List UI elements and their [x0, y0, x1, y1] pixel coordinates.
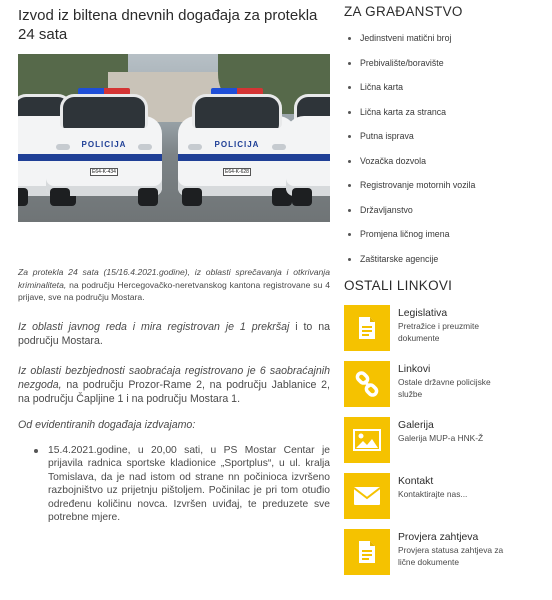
- card-legislativa[interactable]: [344, 305, 544, 352]
- document-icon: [344, 305, 390, 351]
- police-car: [286, 88, 330, 206]
- citizens-link-list: [344, 31, 544, 276]
- intro-text: na području Hercegovačko-neretvanskog kantona registrovane su 4 prijave, sve na području Mostara.: [18, 279, 330, 302]
- card-description: Kontaktirajte nas...: [398, 489, 468, 499]
- sidebar-link[interactable]: Registrovanje motornih vozila: [348, 178, 544, 203]
- paragraph-emphasis: Od evidentiranih događaja izdvajamo:: [18, 418, 196, 431]
- article-paragraph: [18, 320, 330, 348]
- sidebar: [344, 4, 544, 585]
- article-paragraph: [18, 418, 330, 432]
- police-car: [178, 88, 296, 206]
- document-check-icon: [344, 529, 390, 575]
- sidebar-link[interactable]: Vozačka dozvola: [348, 154, 544, 179]
- article-title: Izvod iz biltena dnevnih događaja za protekla 24 sata: [18, 7, 318, 43]
- event-item: 15.4.2021.godine, u 20,00 sati, u PS Mostar Centar je prijavila radnica sportske kladionice „Sportplus“, u ul. kralja Tomislava, da je nad istom od strane nn počinioca izvršeno razbojništvo uz prijetnju pištoljem. Počinilac je pri tom otuđio određenu količinu novca. Izvršen uviđaj, te preduzete sve potrebne mjere.: [32, 444, 330, 526]
- card-title: Galerija: [398, 420, 434, 431]
- car-label: POLICIJA: [214, 140, 260, 149]
- card-title: Legislativa: [398, 308, 448, 319]
- chain-link-icon: [344, 361, 390, 407]
- sidebar-link[interactable]: Lična karta za stranca: [348, 105, 544, 130]
- card-galerija[interactable]: [344, 417, 544, 464]
- sidebar-link[interactable]: Jedinstveni matični broj: [348, 31, 544, 56]
- sidebar-link[interactable]: Lična karta: [348, 80, 544, 105]
- other-links-cards: [344, 305, 544, 576]
- article: [18, 6, 330, 525]
- paragraph-emphasis: Iz oblasti bezbjednosti saobraćaja registrovano je 6 saobraćajnih nezgoda,: [18, 364, 330, 391]
- paragraph-text: na području Prozor-Rame 2, na području Jablanice 2, na području Čapljine 1 i na području Mostara 1.: [18, 378, 330, 405]
- card-description: Provjera statusa zahtjeva za lične dokumente: [398, 545, 504, 567]
- license-plate: E64-K-628: [223, 168, 251, 176]
- paragraph-emphasis: Iz oblasti javnog reda i mira registrovan je 1 prekršaj: [18, 320, 290, 333]
- image-icon: [344, 417, 390, 463]
- envelope-icon: [344, 473, 390, 519]
- card-linkovi[interactable]: [344, 361, 544, 408]
- police-car: [46, 88, 162, 206]
- sidebar-link[interactable]: Promjena ličnog imena: [348, 227, 544, 252]
- card-title: Kontakt: [398, 476, 434, 487]
- card-kontakt[interactable]: [344, 473, 544, 520]
- sidebar-link[interactable]: Zaštitarske agencije: [348, 252, 544, 277]
- sidebar-link[interactable]: Prebivalište/boravište: [348, 56, 544, 81]
- sidebar-heading-citizens: ZA GRAĐANSTVO: [344, 4, 463, 19]
- card-description: Ostale državne policijske službe: [398, 377, 491, 399]
- article-intro: [18, 266, 330, 304]
- article-image: [18, 54, 330, 222]
- intro-emphasis: Za protekla 24 sata (15/16.4.2021.godine), iz oblasti sprečavanja i otkrivanja kriminaliteta,: [18, 267, 330, 290]
- article-paragraph: [18, 364, 330, 406]
- card-description: Pretražice i preuzmite dokumente: [398, 321, 479, 343]
- sidebar-link[interactable]: Državljanstvo: [348, 203, 544, 228]
- paragraph-text: i to na području Mostara.: [18, 320, 330, 347]
- car-label: POLICIJA: [81, 140, 127, 149]
- event-list: [18, 444, 330, 526]
- license-plate: E64-K-434: [92, 169, 116, 175]
- sidebar-link[interactable]: Putna isprava: [348, 129, 544, 154]
- sidebar-heading-other-links: OSTALI LINKOVI: [344, 278, 453, 293]
- card-description: Galerija MUP-a HNK-Ž: [398, 433, 484, 443]
- card-title: Linkovi: [398, 364, 431, 375]
- card-title: Provjera zahtjeva: [398, 532, 479, 543]
- card-provjera-zahtjeva[interactable]: [344, 529, 544, 576]
